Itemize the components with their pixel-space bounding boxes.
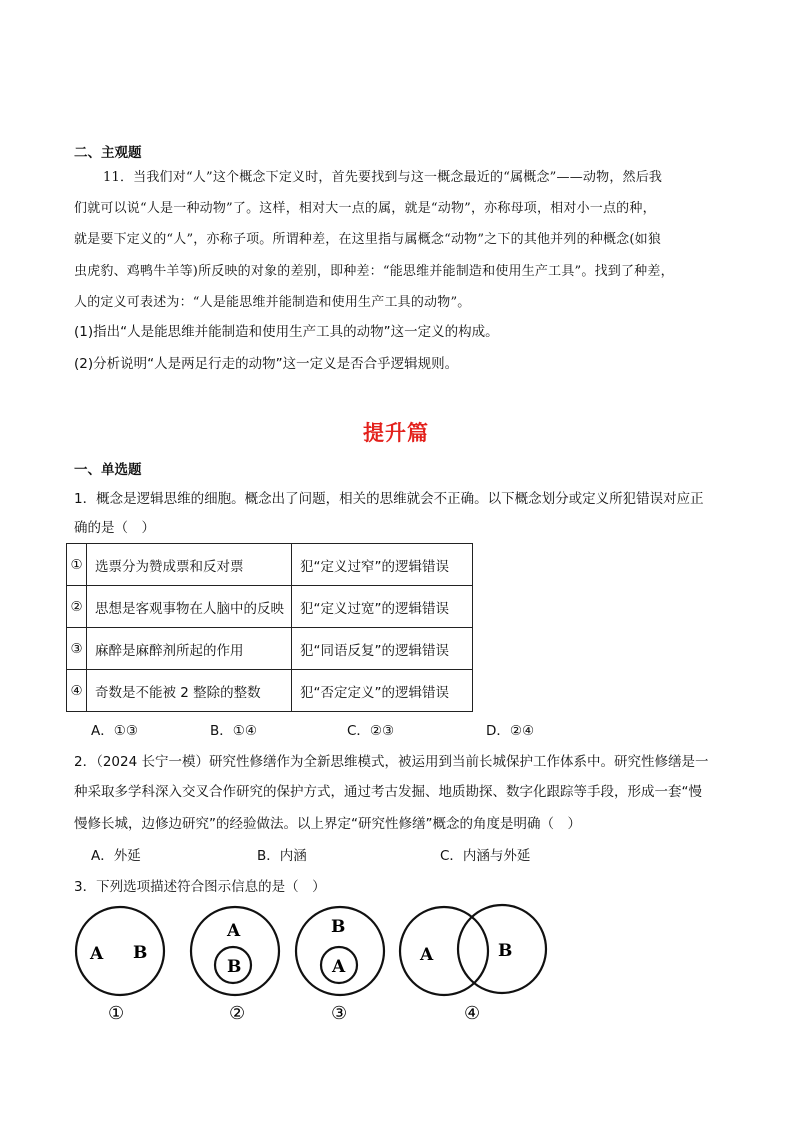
row-statement: 思想是客观事物在人脑中的反映 — [87, 586, 292, 628]
row-statement: 奇数是不能被 2 整除的整数 — [87, 670, 292, 712]
q2-option-b[interactable]: B．内涵 — [257, 848, 307, 864]
venn-label-a: A — [420, 945, 434, 965]
q1-option-c[interactable]: C．②③ — [347, 723, 395, 739]
q11-subquestion-2: (2)分析说明“人是两足行走的动物”这一定义是否合乎逻辑规则。 — [74, 356, 459, 372]
q1-option-d[interactable]: D．②④ — [486, 723, 535, 739]
row-number: ① — [67, 544, 87, 586]
table-row — [67, 544, 473, 586]
q3-stem: 3．下列选项描述符合图示信息的是（ ） — [74, 879, 326, 895]
venn-circle-left — [400, 907, 488, 995]
row-error: 犯“同语反复”的逻辑错误 — [292, 628, 473, 670]
row-number: ④ — [67, 670, 87, 712]
table-row — [67, 628, 473, 670]
q2-option-a[interactable]: A．外延 — [91, 848, 141, 864]
venn-label-b: B — [133, 943, 148, 963]
q11-line-1: 11．当我们对“人”这个概念下定义时，首先要找到与这一概念最近的“属概念”——动物，然后我 — [103, 170, 663, 185]
row-error: 犯“定义过宽”的逻辑错误 — [292, 586, 473, 628]
row-number: ③ — [67, 628, 87, 670]
venn-label-a: A — [227, 921, 241, 941]
venn-figure-2 — [191, 907, 279, 1024]
venn-figure-3 — [296, 907, 384, 1024]
q2-stem-line-1: 2．（2024 长宁一模）研究性修缮作为全新思维模式，被运用到当前长城保护工作体系中。研究性修缮是一 — [74, 754, 709, 770]
q11-line-2: 们就可以说“人是一种动物”了。这样，相对大一点的属，就是“动物”，亦称母项，相对小一点的种， — [74, 201, 656, 216]
q11-subquestion-1: (1)指出“人是能思维并能制造和使用生产工具的动物”这一定义的构成。 — [74, 324, 499, 340]
venn-figure-4 — [400, 905, 546, 1024]
q11-line-3: 就是要下定义的“人”，亦称子项。所谓种差，在这里指与属概念“动物”之下的其他并列的种概念(如狼 — [74, 232, 662, 247]
venn-label-a: A — [90, 944, 104, 964]
q1-table — [66, 543, 473, 712]
venn-label-a: B — [331, 917, 346, 937]
row-statement: 麻醉是麻醉剂所起的作用 — [87, 628, 292, 670]
section-heading-single-choice: 一、单选题 — [74, 462, 142, 478]
q2-option-c[interactable]: C．内涵与外延 — [440, 848, 531, 864]
venn-figure-1 — [76, 907, 164, 1024]
table-row — [67, 670, 473, 712]
venn-caption: ① — [108, 1003, 125, 1024]
q2-stem-line-3: 慢修长城，边修边研究”的经验做法。以上界定“研究性修缮”概念的角度是明确（ ） — [74, 816, 581, 832]
venn-label-b: B — [498, 941, 513, 961]
venn-label-b: B — [227, 957, 242, 977]
q11-line-5: 人的定义可表述为：“人是能思维并能制造和使用生产工具的动物”。 — [74, 295, 471, 310]
q3-venn-figures — [0, 895, 794, 1035]
q11-line-4: 虫虎豹、鸡鸭牛羊等)所反映的对象的差别，即种差：“能思维并能制造和使用生产工具”。找到了种差， — [74, 264, 674, 279]
q2-stem-line-2: 种采取多学科深入交叉合作研究的保护方式，通过考古发掘、地质勘探、数字化跟踪等手段，形成一套“慢 — [74, 784, 702, 800]
q1-stem-line-1: 1．概念是逻辑思维的细胞。概念出了问题，相关的思维就会不正确。以下概念划分或定义所犯错误对应正 — [74, 491, 704, 507]
table-row — [67, 586, 473, 628]
q1-stem-line-2: 确的是（ ） — [74, 520, 155, 536]
venn-caption: ② — [229, 1003, 246, 1024]
venn-label-b: A — [332, 957, 346, 977]
venn-caption: ③ — [331, 1003, 348, 1024]
q1-option-b[interactable]: B．①④ — [210, 723, 257, 739]
q1-option-a[interactable]: A．①③ — [91, 723, 138, 739]
section-heading-subjective: 二、主观题 — [74, 145, 142, 161]
row-error: 犯“定义过窄”的逻辑错误 — [292, 544, 473, 586]
venn-caption: ④ — [464, 1003, 481, 1024]
row-number: ② — [67, 586, 87, 628]
row-statement: 选票分为赞成票和反对票 — [87, 544, 292, 586]
row-error: 犯“否定定义”的逻辑错误 — [292, 670, 473, 712]
part-title: 提升篇 — [363, 421, 429, 445]
